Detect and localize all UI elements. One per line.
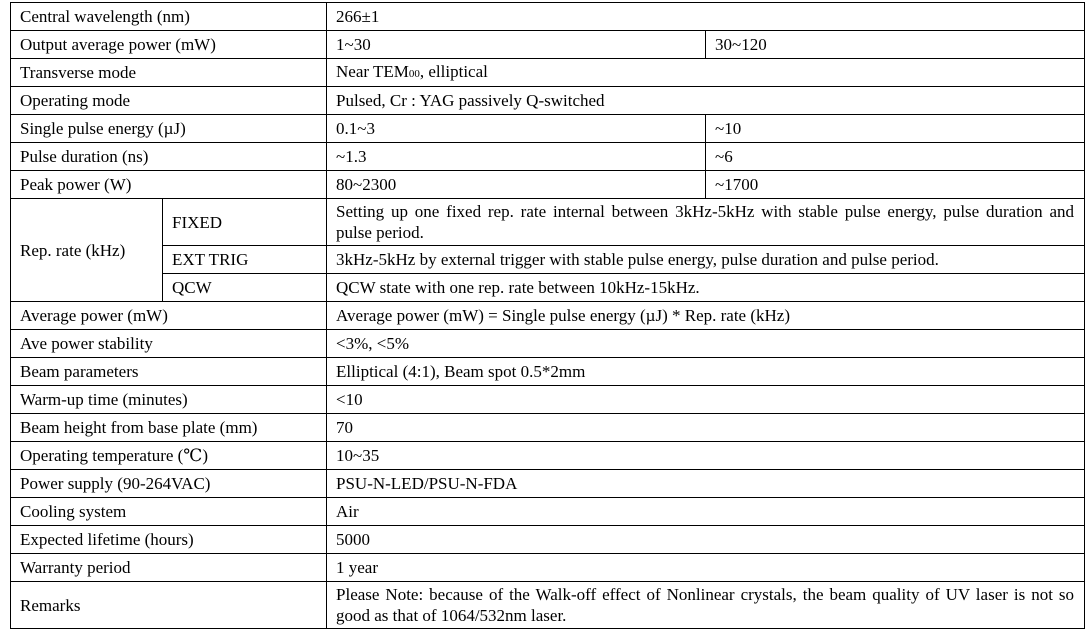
- rep-rate-ext-trig-label: EXT TRIG: [163, 246, 327, 274]
- table-row: [11, 526, 1085, 554]
- row-label: Rep. rate (kHz): [11, 199, 163, 302]
- table-row: [11, 498, 1085, 526]
- row-label: Operating temperature (℃): [11, 442, 327, 470]
- row-value-high: 30~120: [706, 31, 1085, 59]
- row-value: PSU-N-LED/PSU-N-FDA: [327, 470, 1085, 498]
- remarks-value: Please Note: because of the Walk-off effect of Nonlinear crystals, the beam quality of UV laser is not so good as that of 1064/532nm laser.: [327, 582, 1085, 629]
- tem-prefix: Near TEM: [336, 61, 409, 81]
- table-row: [11, 274, 1085, 302]
- table-row: [11, 302, 1085, 330]
- table-row: [11, 582, 1085, 629]
- tem-suffix: , elliptical: [419, 61, 488, 81]
- row-value-low: 1~30: [327, 31, 706, 59]
- row-label: Power supply (90-264VAC): [11, 470, 327, 498]
- table-row: [11, 87, 1085, 115]
- table-row: [11, 115, 1085, 143]
- table-row: [11, 358, 1085, 386]
- rep-rate-qcw-value: QCW state with one rep. rate between 10kHz-15kHz.: [327, 274, 1085, 302]
- row-value: 70: [327, 414, 1085, 442]
- row-label: Warranty period: [11, 554, 327, 582]
- row-label: Single pulse energy (µJ): [11, 115, 327, 143]
- row-value: <10: [327, 386, 1085, 414]
- row-label: Average power (mW): [11, 302, 327, 330]
- rep-rate-fixed-value: Setting up one fixed rep. rate internal between 3kHz-5kHz with stable pulse energy, pulse duration and pulse period.: [327, 199, 1085, 246]
- row-value: [327, 59, 1085, 87]
- rep-rate-qcw-label: QCW: [163, 274, 327, 302]
- row-value-high: ~6: [706, 143, 1085, 171]
- row-label: Expected lifetime (hours): [11, 526, 327, 554]
- row-label: Cooling system: [11, 498, 327, 526]
- row-value: <3%, <5%: [327, 330, 1085, 358]
- row-value: Average power (mW) = Single pulse energy (µJ) * Rep. rate (kHz): [327, 302, 1085, 330]
- table-row: [11, 59, 1085, 87]
- table-row: [11, 330, 1085, 358]
- row-label: Warm-up time (minutes): [11, 386, 327, 414]
- row-value: 5000: [327, 526, 1085, 554]
- row-value-low: ~1.3: [327, 143, 706, 171]
- table-row: [11, 470, 1085, 498]
- row-label: Pulse duration (ns): [11, 143, 327, 171]
- spec-table: [10, 2, 1085, 629]
- row-label: Transverse mode: [11, 59, 327, 87]
- row-label: Ave power stability: [11, 330, 327, 358]
- row-label: Remarks: [11, 582, 327, 629]
- table-row: [11, 31, 1085, 59]
- row-value: Air: [327, 498, 1085, 526]
- row-label: Central wavelength (nm): [11, 3, 327, 31]
- rep-rate-ext-trig-value: 3kHz-5kHz by external trigger with stable pulse energy, pulse duration and pulse period.: [327, 246, 1085, 274]
- table-row: [11, 414, 1085, 442]
- row-label: Operating mode: [11, 87, 327, 115]
- row-value-low: 0.1~3: [327, 115, 706, 143]
- row-value: 10~35: [327, 442, 1085, 470]
- rep-rate-fixed-label: FIXED: [163, 199, 327, 246]
- table-row: [11, 171, 1085, 199]
- row-value: 266±1: [327, 3, 1085, 31]
- table-row: [11, 442, 1085, 470]
- row-value-high: ~1700: [706, 171, 1085, 199]
- table-row: [11, 386, 1085, 414]
- table-row: [11, 143, 1085, 171]
- row-label: Peak power (W): [11, 171, 327, 199]
- row-value: Pulsed, Cr : YAG passively Q-switched: [327, 87, 1085, 115]
- tem-subscript: 00: [408, 67, 420, 80]
- row-label: Beam parameters: [11, 358, 327, 386]
- table-row: [11, 199, 1085, 246]
- row-label: Beam height from base plate (mm): [11, 414, 327, 442]
- table-row: [11, 246, 1085, 274]
- row-value: Elliptical (4:1), Beam spot 0.5*2mm: [327, 358, 1085, 386]
- row-value: 1 year: [327, 554, 1085, 582]
- row-value-high: ~10: [706, 115, 1085, 143]
- row-value-low: 80~2300: [327, 171, 706, 199]
- row-label: Output average power (mW): [11, 31, 327, 59]
- table-row: [11, 3, 1085, 31]
- table-row: [11, 554, 1085, 582]
